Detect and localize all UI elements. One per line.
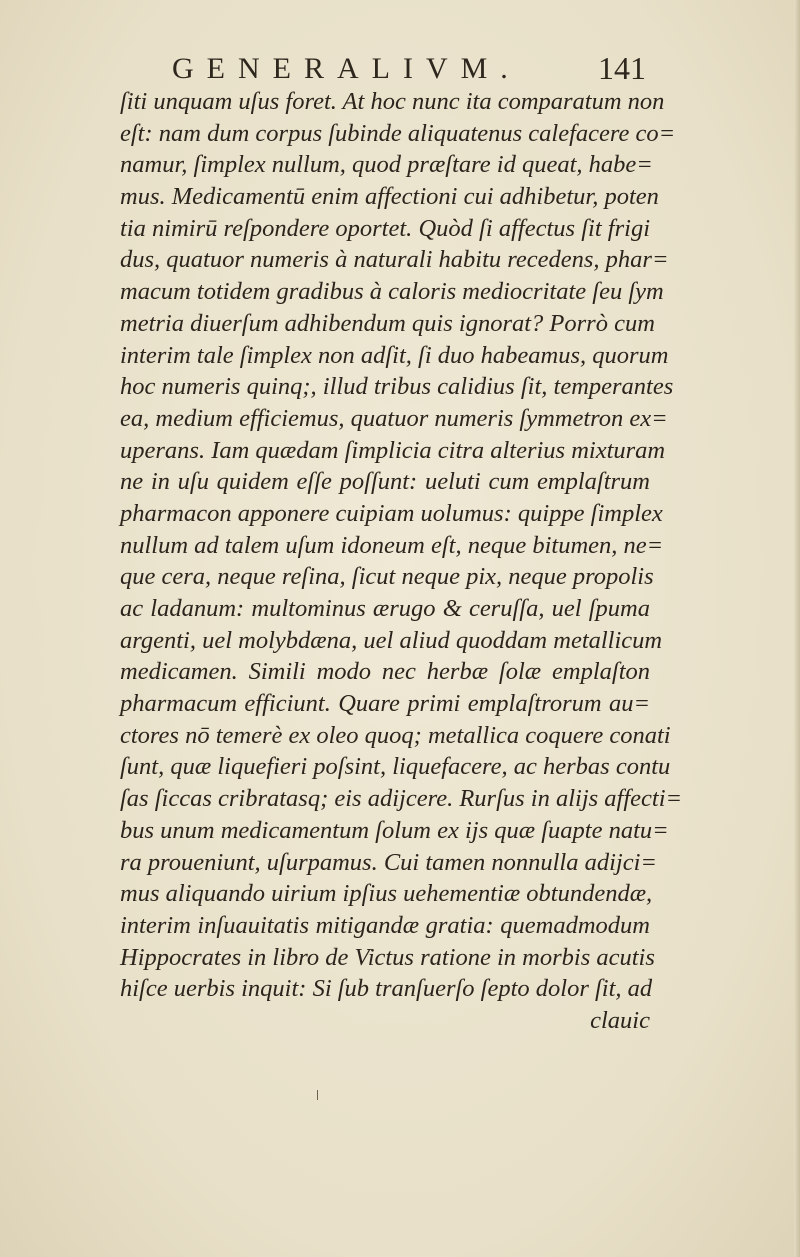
text-line: pharmacum efficiunt. Quare primi emplaſtrorum au=: [120, 690, 650, 718]
text-line: eſt: nam dum corpus ſubinde aliquatenus calefacere co=: [120, 119, 676, 147]
running-head: GENERALIVM.: [172, 52, 521, 85]
text-line: mus. Medicamentū enim affectioni cui adhibetur, poten: [120, 183, 659, 211]
text-line: dus, quatuor numeris à naturali habitu recedens, phar=: [120, 246, 669, 274]
text-line: macum totidem gradibus à caloris mediocritate ſeu ſym: [120, 278, 664, 306]
text-line: hiſce uerbis inquit: Si ſub tranſuerſo ſepto dolor ſit, ad: [120, 975, 653, 1003]
catchword: clauic: [590, 1006, 650, 1034]
text-line: ea, medium efficiemus, quatuor numeris ſymmetron ex=: [120, 404, 668, 432]
text-line: mus aliquando uirium ipſius uehementiæ obtundendæ,: [120, 880, 653, 908]
text-line: uperans. Iam quædam ſimplicia citra alterius mixturam: [120, 436, 666, 464]
text-line: interim tale ſimplex non adſit, ſi duo habeamus, quorum: [120, 341, 669, 369]
text-line: ac ladanum: multominus ærugo & ceruſſa, uel ſpuma: [120, 595, 650, 622]
page-number: 141: [598, 50, 646, 86]
ink-mark: [317, 1090, 318, 1100]
text-line: pharmacon apponere cuipiam uolumus: quippe ſimplex: [120, 499, 663, 527]
text-line: interim inſuauitatis mitigandæ gratia: quemadmodum: [120, 911, 650, 939]
text-line: tia nimirū reſpondere oportet. Quòd ſi affectus ſit frigi: [120, 214, 650, 242]
text-line: nullum ad talem uſum idoneum eſt, neque bitumen, ne=: [120, 531, 664, 559]
text-line: Hippocrates in libro de Victus ratione in morbis acutis: [120, 943, 655, 971]
text-line: que cera, neque reſina, ſicut neque pix, neque propolis: [120, 563, 654, 591]
text-line: ſas ſiccas cribratasq; eis adijcere. Rurſus in alijs affecti=: [120, 785, 683, 813]
text-line: ſiti unquam uſus foret. At hoc nunc ita comparatum non: [120, 88, 665, 115]
text-line: metria diuerſum adhibendum quis ignorat? Porrò cum: [120, 309, 655, 337]
page-edge: [794, 0, 800, 1257]
text-line: ne in uſu quidem eſſe poſſunt: ueluti cum emplaſtrum: [120, 468, 650, 496]
text-line: medicamen. Simili modo nec herbæ ſolæ emplaſton: [120, 658, 650, 686]
text-line: namur, ſimplex nullum, quod præſtare id queat, habe=: [120, 151, 653, 179]
text-line: ra proueniunt, uſurpamus. Cui tamen nonnulla adijci=: [120, 848, 657, 876]
text-line: ctores nō temerè ex oleo quoq; metallica coquere conati: [120, 721, 671, 749]
text-line: hoc numeris quinq;, illud tribus calidius ſit, temperantes: [120, 373, 674, 401]
text-line: bus unum medicamentum ſolum ex ijs quæ ſuapte natu=: [120, 816, 669, 844]
text-line: argenti, uel molybdæna, uel aliud quoddam metallicum: [120, 626, 663, 654]
text-line: ſunt, quæ liquefieri poſsint, liquefacere, ac herbas contu: [120, 753, 671, 781]
body-text: [120, 86, 683, 1037]
